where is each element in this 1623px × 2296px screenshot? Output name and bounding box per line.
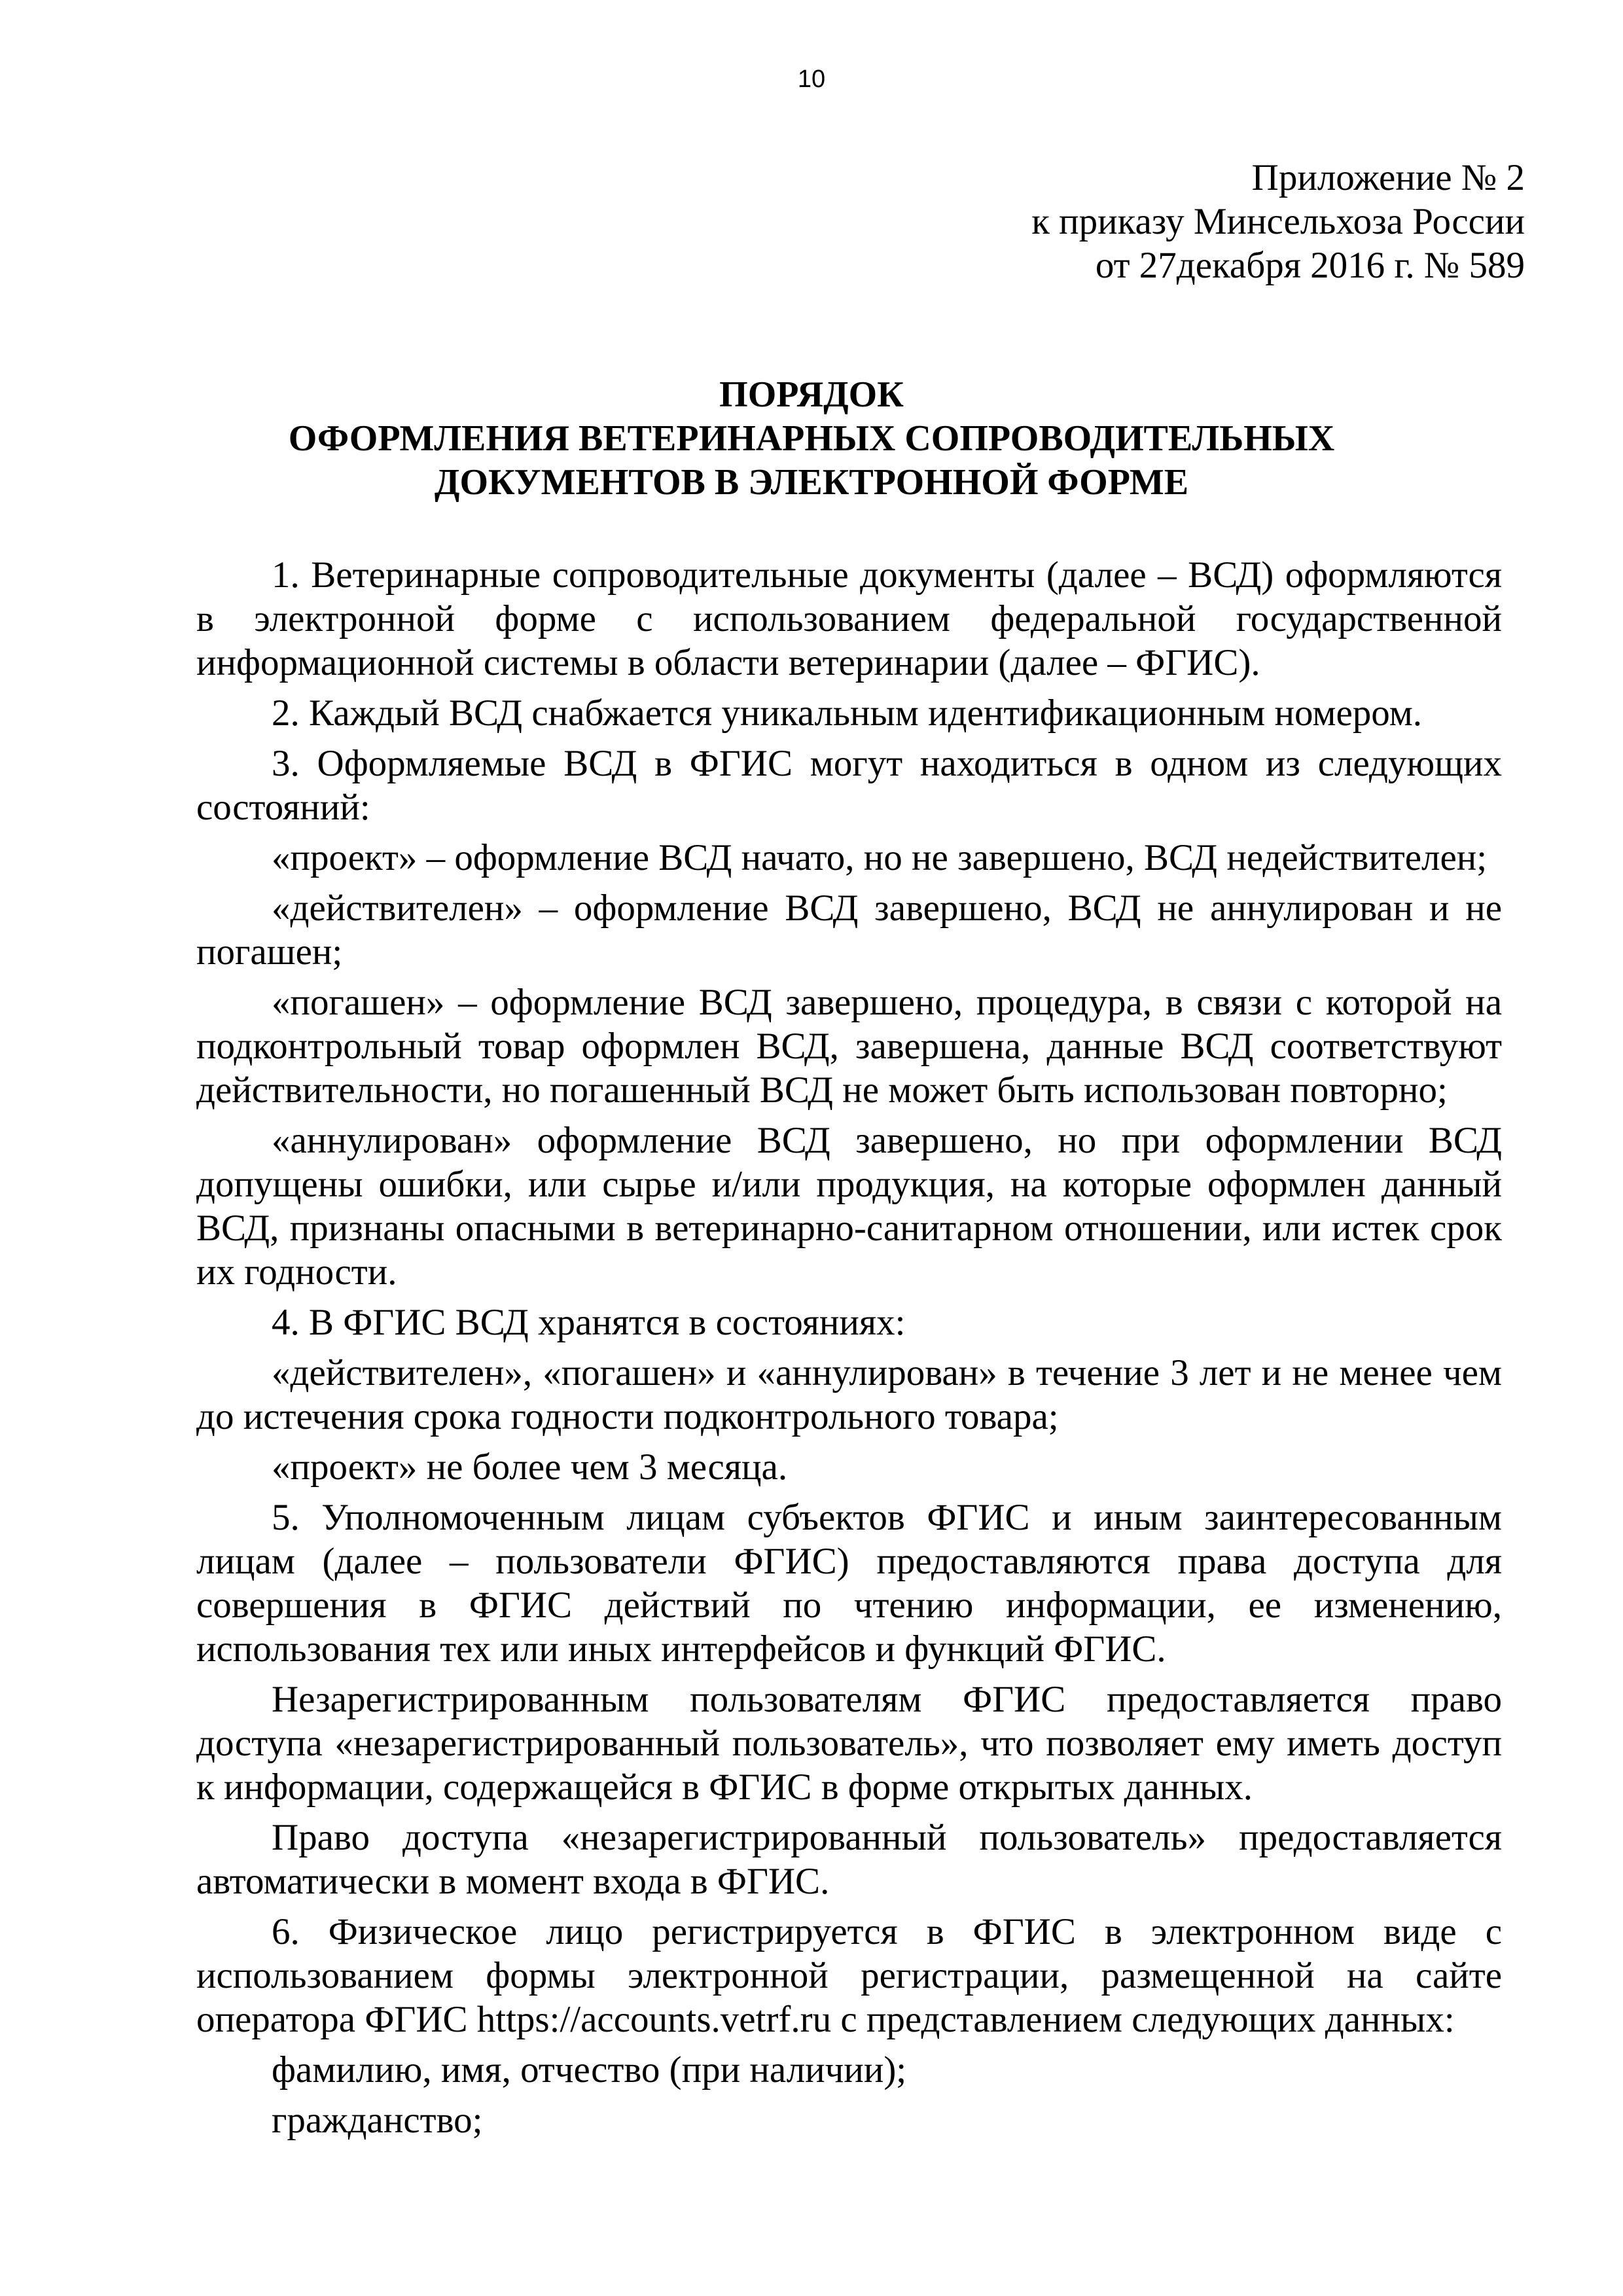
paragraph-3: 3. Оформляемые ВСД в ФГИС могут находиться в одном из следующих состояний: xyxy=(196,743,1502,828)
paragraph-access-right: Право доступа «незарегистрированный пользователь» предоставляется автоматически в момент входа в ФГИС. xyxy=(196,1817,1502,1902)
appendix-line: Приложение № 2 xyxy=(1251,157,1525,198)
appendix-line: от 27декабря 2016 г. № 589 xyxy=(1095,245,1525,286)
paragraph-1: 1. Ветеринарные сопроводительные документы (далее – ВСД) оформляются в электронной форме с использованием федеральной государственной информационной системы в области ветеринарии (далее – ФГИС). xyxy=(196,554,1502,683)
paragraph-6: 6. Физическое лицо регистрируется в ФГИС в электронном виде с использованием формы электронной регистрации, размещенной на сайте оператора ФГИС https://accounts.vetrf.ru с представлением следующих данных: xyxy=(196,1911,1502,2040)
appendix-line: к приказу Минсельхоза России xyxy=(1031,201,1525,242)
list-item-citizenship: гражданство; xyxy=(272,2100,483,2141)
state-project: «проект» – оформление ВСД начато, но не завершено, ВСД недействителен; xyxy=(272,837,1488,878)
state-redeemed: «погашен» – оформление ВСД завершено, процедура, в связи с которой на подконтрольный товар оформлен ВСД, завершена, данные ВСД соответствуют действительности, но погашенный ВСД не может быть использован повторно; xyxy=(196,982,1502,1111)
state-cancelled: «аннулирован» оформление ВСД завершено, но при оформлении ВСД допущены ошибки, или сырье и/или продукция, на которые оформлен данный ВСД, признаны опасными в ветеринарно-санитарном отношении, или истек срок их годности. xyxy=(196,1120,1502,1293)
state-valid: «действителен» – оформление ВСД завершено, ВСД не аннулирован и не погашен; xyxy=(196,888,1502,973)
appendix-block xyxy=(1031,156,1525,287)
page-number: 10 xyxy=(797,65,826,93)
storage-rule-2: «проект» не более чем 3 месяца. xyxy=(272,1446,788,1488)
list-item-name: фамилию, имя, отчество (при наличии); xyxy=(272,2049,907,2090)
title-line: ОФОРМЛЕНИЯ ВЕТЕРИНАРНЫХ СОПРОВОДИТЕЛЬНЫХ xyxy=(288,418,1335,459)
document-body xyxy=(196,553,1502,2142)
title-line: ПОРЯДОК xyxy=(719,374,904,415)
document-title xyxy=(0,373,1623,505)
paragraph-4: 4. В ФГИС ВСД хранятся в состояниях: xyxy=(272,1302,906,1343)
title-line: ДОКУМЕНТОВ В ЭЛЕКТРОННОЙ ФОРМЕ xyxy=(434,462,1189,503)
paragraph-5: 5. Уполномоченным лицам субъектов ФГИС и иным заинтересованным лицам (далее – пользователи ФГИС) предоставляются права доступа для совершения в ФГИС действий по чтению информации, ее изменению, использования тех или иных интерфейсов и функций ФГИС. xyxy=(196,1497,1502,1670)
storage-rule-1: «действителен», «погашен» и «аннулирован» в течение 3 лет и не менее чем до истечения срока годности подконтрольного товара; xyxy=(196,1352,1502,1437)
paragraph-unregistered: Незарегистрированным пользователям ФГИС предоставляется право доступа «незарегистрированный пользователь», что позволяет ему иметь доступ к информации, содержащейся в ФГИС в форме открытых данных. xyxy=(196,1679,1502,1808)
paragraph-2: 2. Каждый ВСД снабжается уникальным идентификационным номером. xyxy=(272,692,1423,734)
